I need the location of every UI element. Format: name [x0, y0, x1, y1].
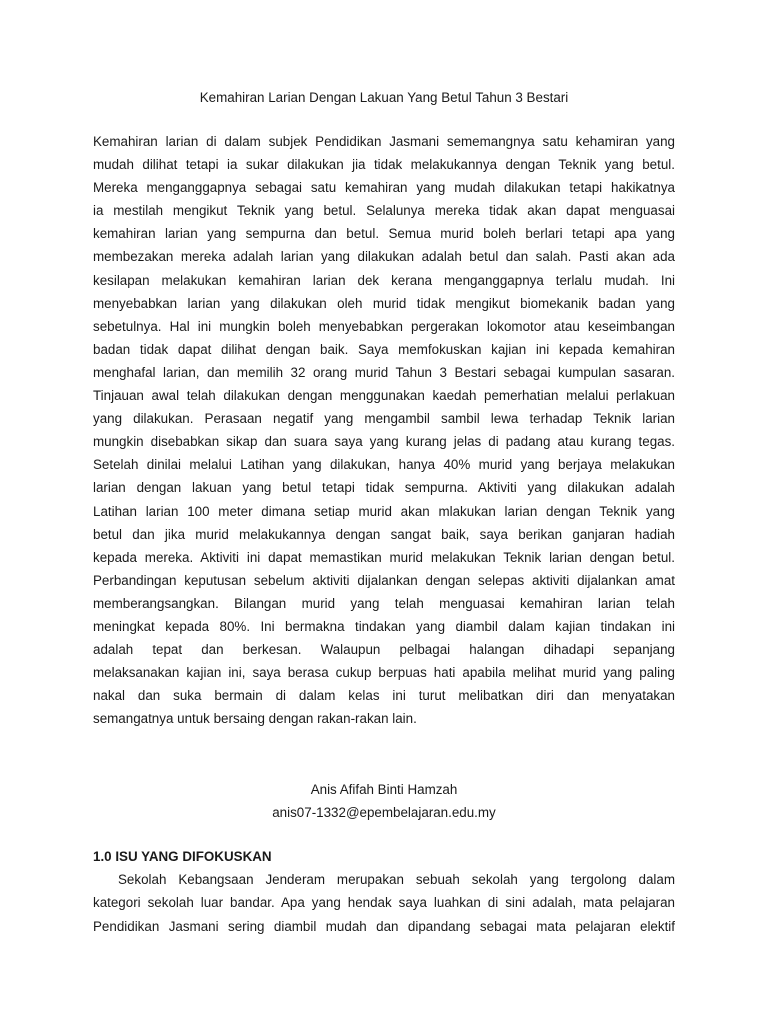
abstract-line: semangatnya untuk bersaing dengan rakan-rakan lain. — [93, 711, 417, 727]
abstract-line: Perbandingan keputusan sebelum aktiviti dijalankan dengan selepas aktiviti dijalankan amat — [93, 572, 675, 588]
abstract-line: Setelah dinilai melalui Latihan yang dilakukan, hanya 40% murid yang berjaya melakukan — [93, 457, 675, 473]
abstract-line: Latihan larian 100 meter dimana setiap murid akan mlakukan larian dengan Teknik yang — [93, 503, 675, 519]
abstract-line: meningkat kepada 80%. Ini bermakna tindakan yang diambil dalam kajian tindakan ini — [93, 618, 675, 634]
abstract-line: sebetulnya. Hal ini mungkin boleh menyebabkan pergerakan lokomotor atau keseimbangan — [93, 318, 675, 334]
section-line: kategori sekolah luar bandar. Apa yang hendak saya luahkan di sini adalah, mata pelajaran — [93, 895, 675, 911]
section-heading: 1.0 ISU YANG DIFOKUSKAN — [93, 849, 272, 864]
abstract-line: ia mestilah mengikut Teknik yang betul. Selalunya mereka tidak akan dapat menguasai — [93, 203, 675, 219]
document-title: Kemahiran Larian Dengan Lakuan Yang Betul Tahun 3 Bestari — [199, 90, 569, 105]
abstract-line: kesilapan melakukan kemahiran larian dek kerana menganggapnya terlalu mudah. Ini — [93, 272, 675, 288]
abstract-line: memberangsangkan. Bilangan murid yang telah menguasai kemahiran larian telah — [93, 595, 675, 611]
section-paragraph — [93, 868, 675, 938]
abstract-line: mungkin disebabkan sikap dan suara saya yang kurang jelas di padang atau kurang tegas. — [93, 434, 675, 450]
abstract-line: Kemahiran larian di dalam subjek Pendidikan Jasmani sememangnya satu kehamiran yang — [93, 134, 675, 149]
abstract-line: Mereka menganggapnya sebagai satu kemahiran yang mudah dilakukan tetapi hakikatnya — [93, 180, 675, 196]
abstract-line: menghafal larian, dan memilih 32 orang murid Tahun 3 Bestari sebagai kumpulan sasaran. — [93, 364, 675, 380]
abstract-line: kepada mereka. Aktiviti ini dapat memastikan murid melakukan Teknik larian dengan betul. — [93, 549, 675, 565]
section-line: Pendidikan Jasmani sering diambil mudah dan dipandang sebagai mata pelajaran elektif — [93, 918, 675, 934]
abstract-line: menyebabkan larian yang dilakukan oleh murid tidak mengikut biomekanik badan yang — [93, 295, 675, 311]
abstract-line: larian dengan lakuan yang betul tetapi tidak sempurna. Aktiviti yang dilakukan adalah — [93, 480, 675, 496]
abstract-line: betul dan jika murid melakukannya dengan sangat baik, saya berikan ganjaran hadiah — [93, 526, 675, 542]
author-block — [0, 778, 768, 824]
abstract-line: Tinjauan awal telah dilakukan dengan menggunakan kaedah pemerhatian melalui perlakuan — [93, 388, 675, 404]
abstract-line: nakal dan suka bermain di dalam kelas ini turut melibatkan diri dan menyatakan — [93, 688, 675, 704]
abstract-line: membezakan mereka adalah larian yang dilakukan adalah betul dan salah. Pasti akan ada — [93, 249, 675, 265]
abstract-line: mudah dilihat tetapi ia sukar dilakukan jia tidak melakukannya dengan Teknik yang betul. — [93, 157, 675, 173]
abstract-line: adalah tepat dan berkesan. Walaupun pelbagai halangan dihadapi sepanjang — [93, 642, 675, 658]
abstract-line: yang dilakukan. Perasaan negatif yang mengambil sambil lewa terhadap Teknik larian — [93, 411, 675, 427]
section-line: Sekolah Kebangsaan Jenderam merupakan sebuah sekolah yang tergolong dalam — [118, 872, 675, 887]
abstract-line: kemahiran larian yang sempurna dan betul. Semua murid boleh berlari tetapi apa yang — [93, 226, 675, 242]
abstract-paragraph — [93, 130, 675, 730]
author-email: anis07-1332@epembelajaran.edu.my — [272, 805, 496, 820]
abstract-line: badan tidak dapat dilihat dengan baik. Saya memfokuskan kajian ini kepada kemahiran — [93, 341, 675, 357]
author-name: Anis Afifah Binti Hamzah — [310, 782, 458, 797]
abstract-line: melaksanakan kajian ini, saya berasa cukup berpuas hati apabila melihat murid yang paling — [93, 665, 675, 681]
